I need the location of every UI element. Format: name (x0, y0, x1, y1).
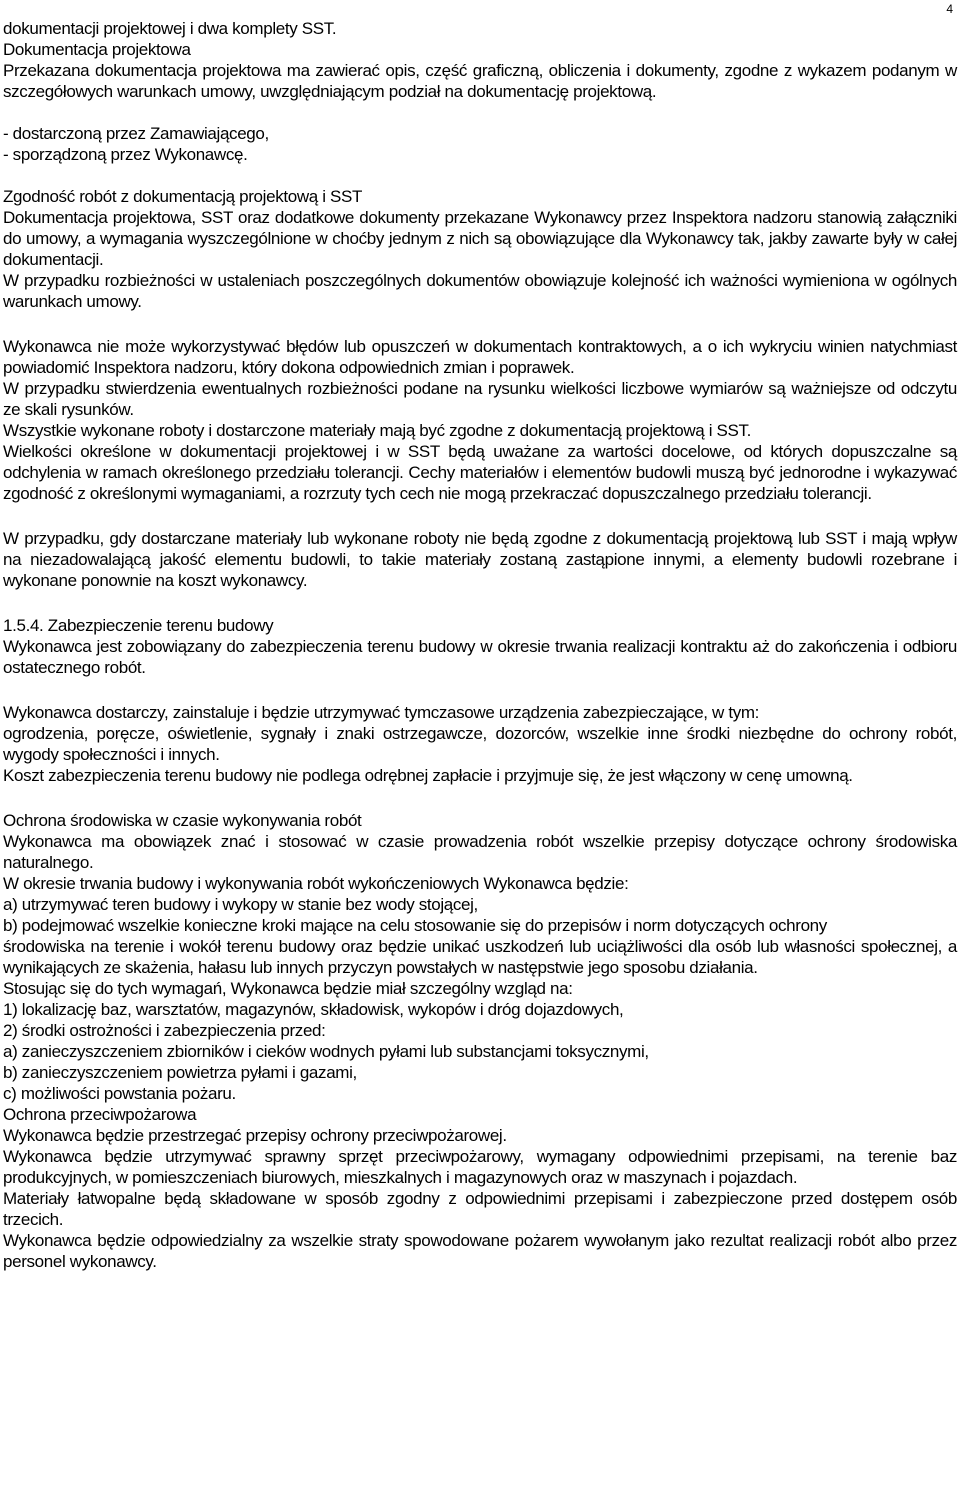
paragraph: Koszt zabezpieczenia terenu budowy nie podlega odrębnej zapłacie i przyjmuje się, że jest włączony w cenę umowną. (3, 766, 853, 785)
list-item: b) podejmować wszelkie konieczne kroki mające na celu stosowanie się do przepisów i norm dotyczących ochrony (3, 916, 827, 935)
section-heading: Ochrona środowiska w czasie wykonywania robót (3, 811, 362, 830)
page-number: 4 (946, 2, 953, 16)
section-heading: 1.5.4. Zabezpieczenie terenu budowy (3, 616, 274, 635)
list-item: 2) środki ostrożności i zabezpieczenia przed: (3, 1021, 326, 1040)
spacer (3, 678, 957, 702)
list-item: a) zanieczyszczeniem zbiorników i cieków wodnych pyłami lub substancjami toksycznymi, (3, 1042, 649, 1061)
spacer (3, 312, 957, 336)
paragraph: Wykonawca ma obowiązek znać i stosować w czasie prowadzenia robót wszelkie przepisy dotyczące ochrony środowiska naturalnego. (3, 832, 957, 872)
paragraph: Wielkości określone w dokumentacji projektowej i w SST będą uważane za wartości docelowe, od których dopuszczalne są odchylenia w ramach określonego przedziału tolerancji. Cechy materiałów i elementów budowli muszą być jednorodne i wykazywać zgodność z określonymi wymaganiami, a rozrzuty tych cech nie mogą przekraczać dopuszczalnego przedziału tolerancji. (3, 442, 957, 503)
paragraph: Wszystkie wykonane roboty i dostarczone materiały mają być zgodne z dokumentacją projektową i SST. (3, 421, 752, 440)
document-page (3, 2, 957, 1272)
section-heading: Zgodność robót z dokumentacją projektową i SST (3, 187, 363, 206)
paragraph: W przypadku stwierdzenia ewentualnych rozbieżności podane na rysunku wielkości liczbowe wymiarów są ważniejsze od odczytu ze skali rysunków. (3, 379, 957, 419)
section-heading: Dokumentacja projektowa (3, 40, 191, 59)
paragraph: ogrodzenia, poręcze, oświetlenie, sygnały i znaki ostrzegawcze, dozorców, wszelkie inne środki niezbędne do ochrony robót, wygody społeczności i innych. (3, 724, 957, 764)
spacer (3, 591, 957, 615)
spacer (3, 504, 957, 528)
paragraph: Wykonawca będzie odpowiedzialny za wszelkie straty spowodowane pożarem wywołanym jako rezultat realizacji robót albo przez personel wykonawcy. (3, 1231, 957, 1271)
paragraph: W przypadku, gdy dostarczane materiały lub wykonane roboty nie będą zgodne z dokumentacją projektową lub SST i mają wpływ na niezadowalającą jakość elementu budowli, to takie materiały zostaną zastąpione innymi, a elementy budowli rozebrane i wykonane ponownie na koszt wykonawcy. (3, 529, 957, 590)
spacer (3, 786, 957, 810)
paragraph: Przekazana dokumentacja projektowa ma zawierać opis, część graficzną, obliczenia i dokumenty, zgodne z wykazem podanym w szczegółowych warunkach umowy, uwzględniającym podział na dokumentację projektową. (3, 61, 957, 101)
paragraph: Materiały łatwopalne będą składowane w sposób zgodny z odpowiednimi przepisami i zabezpieczone przed dostępem osób trzecich. (3, 1189, 957, 1229)
paragraph: Wykonawca jest zobowiązany do zabezpieczenia terenu budowy w okresie trwania realizacji kontraktu aż do zakończenia i odbioru ostatecznego robót. (3, 637, 957, 677)
paragraph: Stosując się do tych wymagań, Wykonawca będzie miał szczególny wzgląd na: (3, 979, 573, 998)
list-item: 1) lokalizację baz, warsztatów, magazynów, składowisk, wykopów i dróg dojazdowych, (3, 1000, 624, 1019)
section-heading: Ochrona przeciwpożarowa (3, 1105, 197, 1124)
paragraph: środowiska na terenie i wokół terenu budowy oraz będzie unikać uszkodzeń lub uciążliwości dla osób lub własności społecznej, a wynikających ze skażenia, hałasu lub innych przyczyn powstałych w następstwie jego sposobu działania. (3, 937, 957, 977)
list-item: a) utrzymywać teren budowy i wykopy w stanie bez wody stojącej, (3, 895, 478, 914)
paragraph: W okresie trwania budowy i wykonywania robót wykończeniowych Wykonawca będzie: (3, 874, 629, 893)
spacer (3, 102, 957, 123)
spacer (3, 165, 957, 186)
paragraph: Wykonawca będzie utrzymywać sprawny sprzęt przeciwpożarowy, wymagany odpowiednimi przepisami, na terenie baz produkcyjnych, w pomieszczeniach biurowych, mieszkalnych i magazynowych oraz w maszynach i pojazdach. (3, 1147, 957, 1187)
paragraph: dokumentacji projektowej i dwa komplety SST. (3, 19, 337, 38)
list-item: b) zanieczyszczeniem powietrza pyłami i gazami, (3, 1063, 357, 1082)
list-item: - dostarczoną przez Zamawiającego, (3, 124, 269, 143)
paragraph: W przypadku rozbieżności w ustaleniach poszczególnych dokumentów obowiązuje kolejność ich ważności wymieniona w ogólnych warunkach umowy. (3, 271, 957, 311)
paragraph: Wykonawca dostarczy, zainstaluje i będzie utrzymywać tymczasowe urządzenia zabezpieczające, w tym: (3, 703, 760, 722)
list-item: c) możliwości powstania pożaru. (3, 1084, 236, 1103)
paragraph: Wykonawca będzie przestrzegać przepisy ochrony przeciwpożarowej. (3, 1126, 507, 1145)
list-item: - sporządzoną przez Wykonawcę. (3, 145, 248, 164)
paragraph: Wykonawca nie może wykorzystywać błędów lub opuszczeń w dokumentach kontraktowych, a o ich wykryciu winien natychmiast powiadomić Inspektora nadzoru, który dokona odpowiednich zmian i poprawek. (3, 337, 957, 377)
paragraph: Dokumentacja projektowa, SST oraz dodatkowe dokumenty przekazane Wykonawcy przez Inspektora nadzoru stanowią załączniki do umowy, a wymagania wyszczególnione w choćby jednym z nich są obowiązujące dla Wykonawcy tak, jakby zawarte były w całej dokumentacji. (3, 208, 957, 269)
